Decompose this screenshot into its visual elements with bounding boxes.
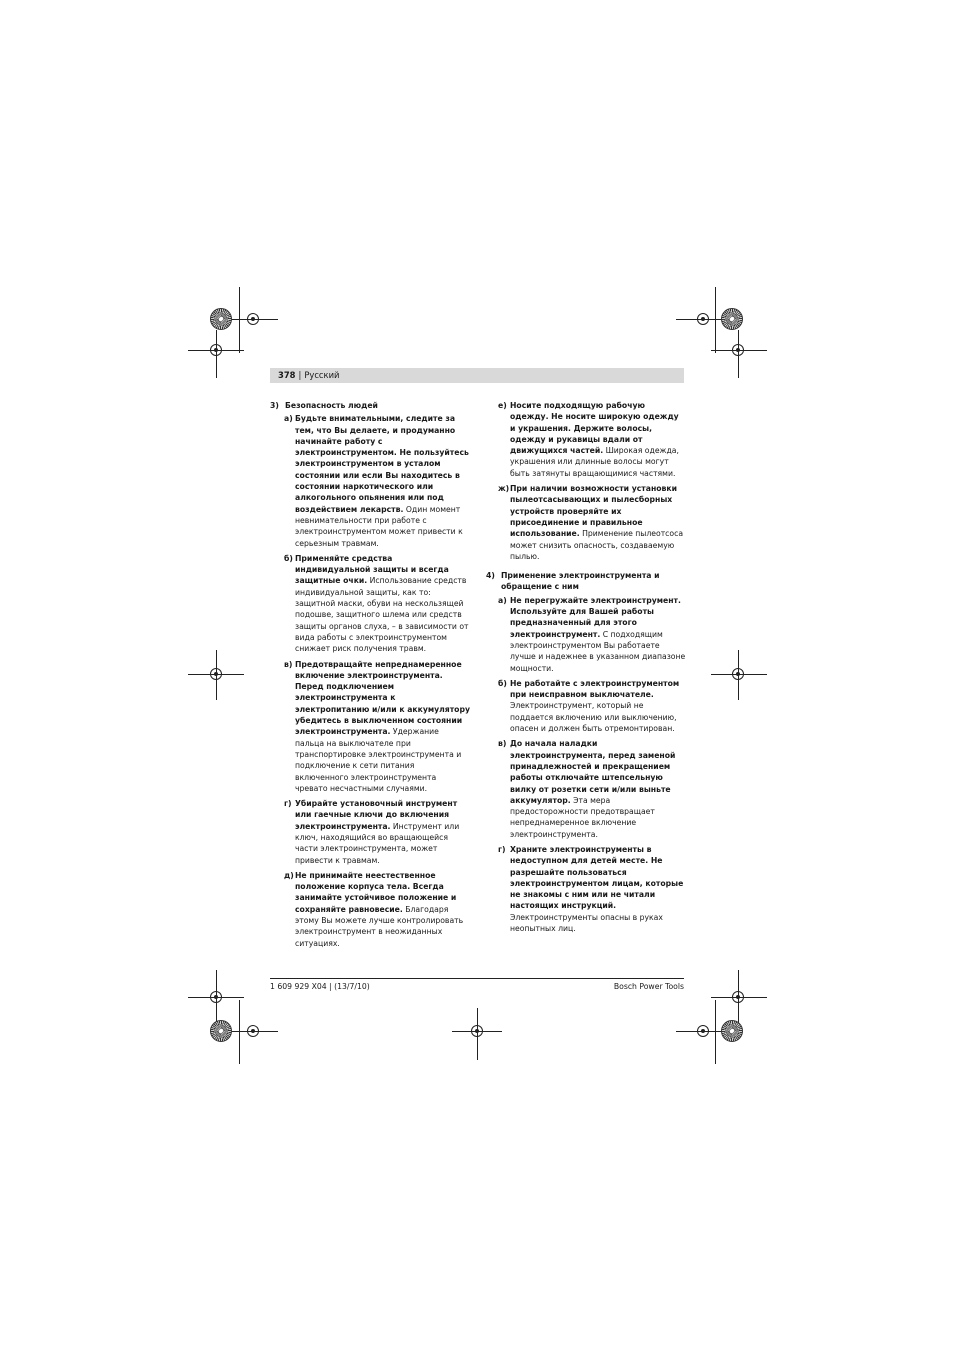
- section-heading: 3) Безопасность людей: [270, 401, 378, 410]
- page-number: 378: [278, 370, 296, 380]
- page-header: [270, 368, 684, 383]
- registration-disc-icon: [210, 308, 232, 330]
- list-item: а) Будьте внимательными, следите за тем, что Вы делаете, и продуманно начинайте работу с электроинструментом. Не пользуйтесь электроинструментом в усталом состоянии или если Вы находитесь в состоянии наркотического или алкогольного опьянения или под воздействием лекарств. Один момент невнимательности при работе с электроинструментом может привести к серьезным травмам.: [284, 414, 469, 548]
- footer-rule: [270, 978, 684, 979]
- header-separator: |: [298, 370, 302, 380]
- header-language: Русский: [304, 370, 340, 380]
- list-item: б) Применяйте средства индивидуальной защиты и всегда защитные очки. Использование средств индивидуальной защиты, как то: защитной маски, обуви на нескользящей подошве, защитного шлема или средств защиты органов слуха, – в зависимости от вида работы с электроинструментом снижает риск получения травм.: [284, 553, 469, 654]
- list-item: б) Не работайте с электроинструментом при неисправном выключателе. Электроинструмент, который не поддается включению или выключению, опасен и должен быть отремонтирован.: [498, 678, 680, 734]
- list-item: д) Не принимайте неестественное положение корпуса тела. Всегда занимайте устойчивое положение и сохраняйте равновесие. Благодаря этому Вы можете лучше контролировать электроинструмент в неожиданных ситуациях.: [284, 870, 464, 948]
- footer-brand: Bosch Power Tools: [613, 982, 684, 991]
- list-item: в) Предотвращайте непреднамеренное включение электроинструмента. Перед подключением электроинструмента к электропитанию и/или к аккумулятору убедитесь в выключенном состоянии электроинструмента. Удержание пальца на выключателе при транспортировке электроинструмента и подключение к сети питания включенного электроинструмента чревато несчастными случаями.: [284, 659, 470, 793]
- registration-disc-icon: [721, 1020, 743, 1042]
- list-item: е) Носите подходящую рабочую одежду. Не носите широкую одежду и украшения. Держите волосы, одежду и рукавицы вдали от движущихся частей. Широкая одежда, украшения или длинные волосы могут быть затянуты вращающимися частями.: [498, 401, 679, 478]
- right-column: [486, 400, 686, 938]
- registration-disc-icon: [210, 1020, 232, 1042]
- registration-disc-icon: [721, 308, 743, 330]
- left-column: [270, 400, 470, 953]
- list-item: г) Храните электроинструменты в недоступном для детей месте. Не разрешайте пользоваться электроинструментом лицам, которые не знакомы с ним или не читали настоящих инструкций. Электроинструменты опасны в руках неопытных лиц.: [498, 844, 684, 934]
- list-item: г) Убирайте установочный инструмент или гаечные ключи до включения электроинструмента. Инструмент или ключ, находящийся во вращающейся части электроинструмента, может привести к травмам.: [284, 799, 460, 865]
- footer-document-code: 1 609 929 X04 | (13/7/10): [270, 982, 370, 991]
- list-item: ж) При наличии возможности установки пылеотсасывающих и пылесборных устройств проверяйте их присоединение и правильное использование. Применение пылеотсоса может снизить опасность, создаваемую пылью.: [498, 484, 684, 561]
- list-item: а) Не перегружайте электроинструмент. Используйте для Вашей работы предназначенный для этого электроинструмент. С подходящим электроинструментом Вы работаете лучше и надежнее в указанном диапазоне мощности.: [498, 595, 686, 673]
- list-item: в) До начала наладки электроинструмента, перед заменой принадлежностей и прекращением работы отключайте штепсельную вилку от розетки сети и/или выньте аккумулятор. Эта мера предосторожности предотвращает непреднамеренное включение электроинструмента.: [498, 739, 676, 839]
- section-heading: 4) Применение электроинструмента и обращение с ним: [486, 571, 660, 592]
